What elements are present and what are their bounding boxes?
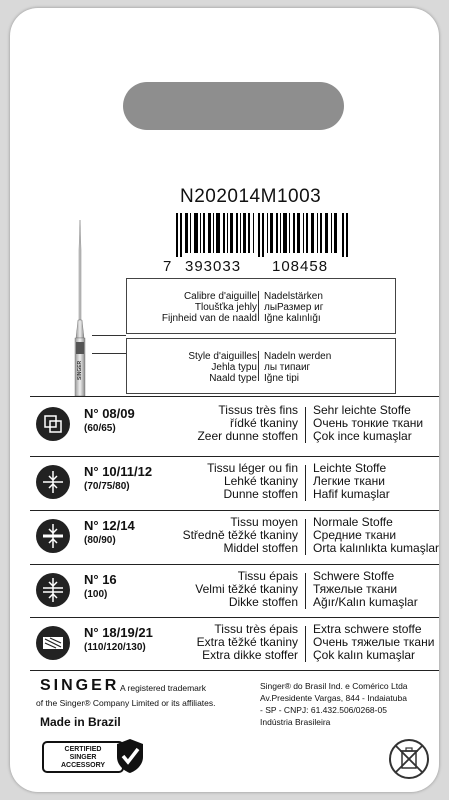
very-fine-fabric-icon bbox=[36, 407, 70, 441]
size-row bbox=[30, 623, 438, 671]
info-label: Nadelstärken bbox=[264, 291, 323, 302]
package-card bbox=[10, 8, 439, 792]
info-label: Nadeln werden bbox=[264, 351, 332, 362]
fabric-right: Schwere Stoffe Тяжелые ткани Ağır/Kalın kumaşlar bbox=[313, 569, 418, 609]
info-label: лыРазмер иг bbox=[264, 302, 324, 313]
recycle-bin-icon bbox=[388, 738, 430, 780]
row-separator bbox=[30, 456, 439, 457]
divider bbox=[305, 519, 306, 555]
fabric-right: Extra schwere stoffe Очень тяжелые ткани Çok kalın kumaşlar bbox=[313, 622, 435, 662]
divider bbox=[305, 626, 306, 662]
fabric-left: Tissus très fins řídké tkaniny Zeer dunne stoffen bbox=[197, 403, 298, 443]
row-separator bbox=[30, 396, 439, 397]
size-row bbox=[30, 516, 438, 564]
divider bbox=[305, 407, 306, 443]
info-label: Jehla typu bbox=[211, 362, 257, 373]
info-label: Iğne kalınlığı bbox=[264, 313, 321, 324]
medium-fabric-icon bbox=[36, 519, 70, 553]
light-fabric-icon bbox=[36, 465, 70, 499]
leader-line-2 bbox=[92, 353, 126, 354]
divider bbox=[258, 351, 259, 381]
needle-size-info bbox=[126, 278, 396, 334]
info-label: Fijnheid van de naald bbox=[161, 313, 257, 324]
size-row bbox=[30, 404, 438, 452]
size-number: N° 10/11/12 bbox=[84, 464, 153, 479]
fabric-right: Normale Stoffe Средние ткани Orta kalınlıkta kumaşlar bbox=[313, 515, 439, 555]
divider bbox=[305, 465, 306, 501]
info-label: Style d'aiguilles bbox=[188, 351, 257, 362]
extra-heavy-fabric-icon bbox=[36, 626, 70, 660]
trademark-line-1: A registered trademark bbox=[120, 683, 206, 693]
info-label: Tloušťka jehly bbox=[194, 302, 257, 313]
size-number: N° 08/09 bbox=[84, 406, 135, 421]
needle-brand: SINGER bbox=[77, 360, 83, 380]
info-label: Iğne tipi bbox=[264, 373, 300, 384]
info-label: лы типаиг bbox=[264, 362, 311, 373]
size-metric: (80/90) bbox=[84, 535, 116, 546]
barcode-digits-left: 393033 bbox=[185, 258, 242, 275]
needle-style-info bbox=[126, 338, 396, 394]
size-row bbox=[30, 570, 438, 618]
manufacturer-address: Singer® do Brasil Ind. e Comérico Ltda Av.Presidente Vargas, 844 - Indaiatuba - SP - CNPJ: 61.432.506/0268-05 Indústria Brasileira bbox=[260, 681, 408, 727]
needle-illustration bbox=[68, 220, 92, 400]
fabric-left: Tissu moyen Středně těžké tkaniny Middel stoffen bbox=[182, 515, 298, 555]
info-label: Calibre d'aiguille bbox=[183, 291, 257, 302]
leader-line-1 bbox=[92, 335, 126, 336]
fabric-left: Tissu épais Velmi těžké tkaniny Dikke stoffen bbox=[195, 569, 298, 609]
size-metric: (110/120/130) bbox=[84, 642, 146, 653]
size-metric: (60/65) bbox=[84, 423, 116, 434]
heavy-fabric-icon bbox=[36, 573, 70, 607]
fabric-left: Tissu léger ou fin Lehké tkaniny Dunne stoffen bbox=[207, 461, 298, 501]
size-number: N° 18/19/21 bbox=[84, 625, 153, 640]
product-code: N202014M1003 bbox=[180, 186, 322, 207]
brand-logo: SINGER bbox=[40, 677, 120, 694]
hang-hole bbox=[123, 82, 344, 130]
barcode bbox=[176, 213, 348, 257]
fabric-left: Tissu très épais Extra těžké tkaniny Extra dikke stoffer bbox=[196, 622, 298, 662]
info-label: Naald type bbox=[209, 373, 257, 384]
fabric-right: Leichte Stoffe Легкие ткани Hafif kumaşlar bbox=[313, 461, 390, 501]
shield-check-icon bbox=[114, 737, 146, 775]
size-metric: (70/75/80) bbox=[84, 481, 130, 492]
size-metric: (100) bbox=[84, 589, 108, 600]
made-in: Made in Brazil bbox=[40, 715, 121, 729]
trademark-line-2: of the Singer® Company Limited or its affiliates. bbox=[36, 698, 216, 708]
barcode-digit-first: 7 bbox=[163, 258, 172, 275]
row-separator bbox=[30, 510, 439, 511]
size-row bbox=[30, 462, 438, 510]
divider bbox=[258, 291, 259, 321]
size-number: N° 12/14 bbox=[84, 518, 135, 533]
fabric-right: Sehr leichte Stoffe Очень тонкие ткани Çok ince kumaşlar bbox=[313, 403, 424, 443]
barcode-digits-right: 108458 bbox=[272, 258, 329, 275]
size-number: N° 16 bbox=[84, 572, 117, 587]
row-separator bbox=[30, 564, 439, 565]
divider bbox=[305, 573, 306, 609]
certified-accessory-badge: CERTIFIED SINGER ACCESSORY bbox=[42, 741, 124, 773]
